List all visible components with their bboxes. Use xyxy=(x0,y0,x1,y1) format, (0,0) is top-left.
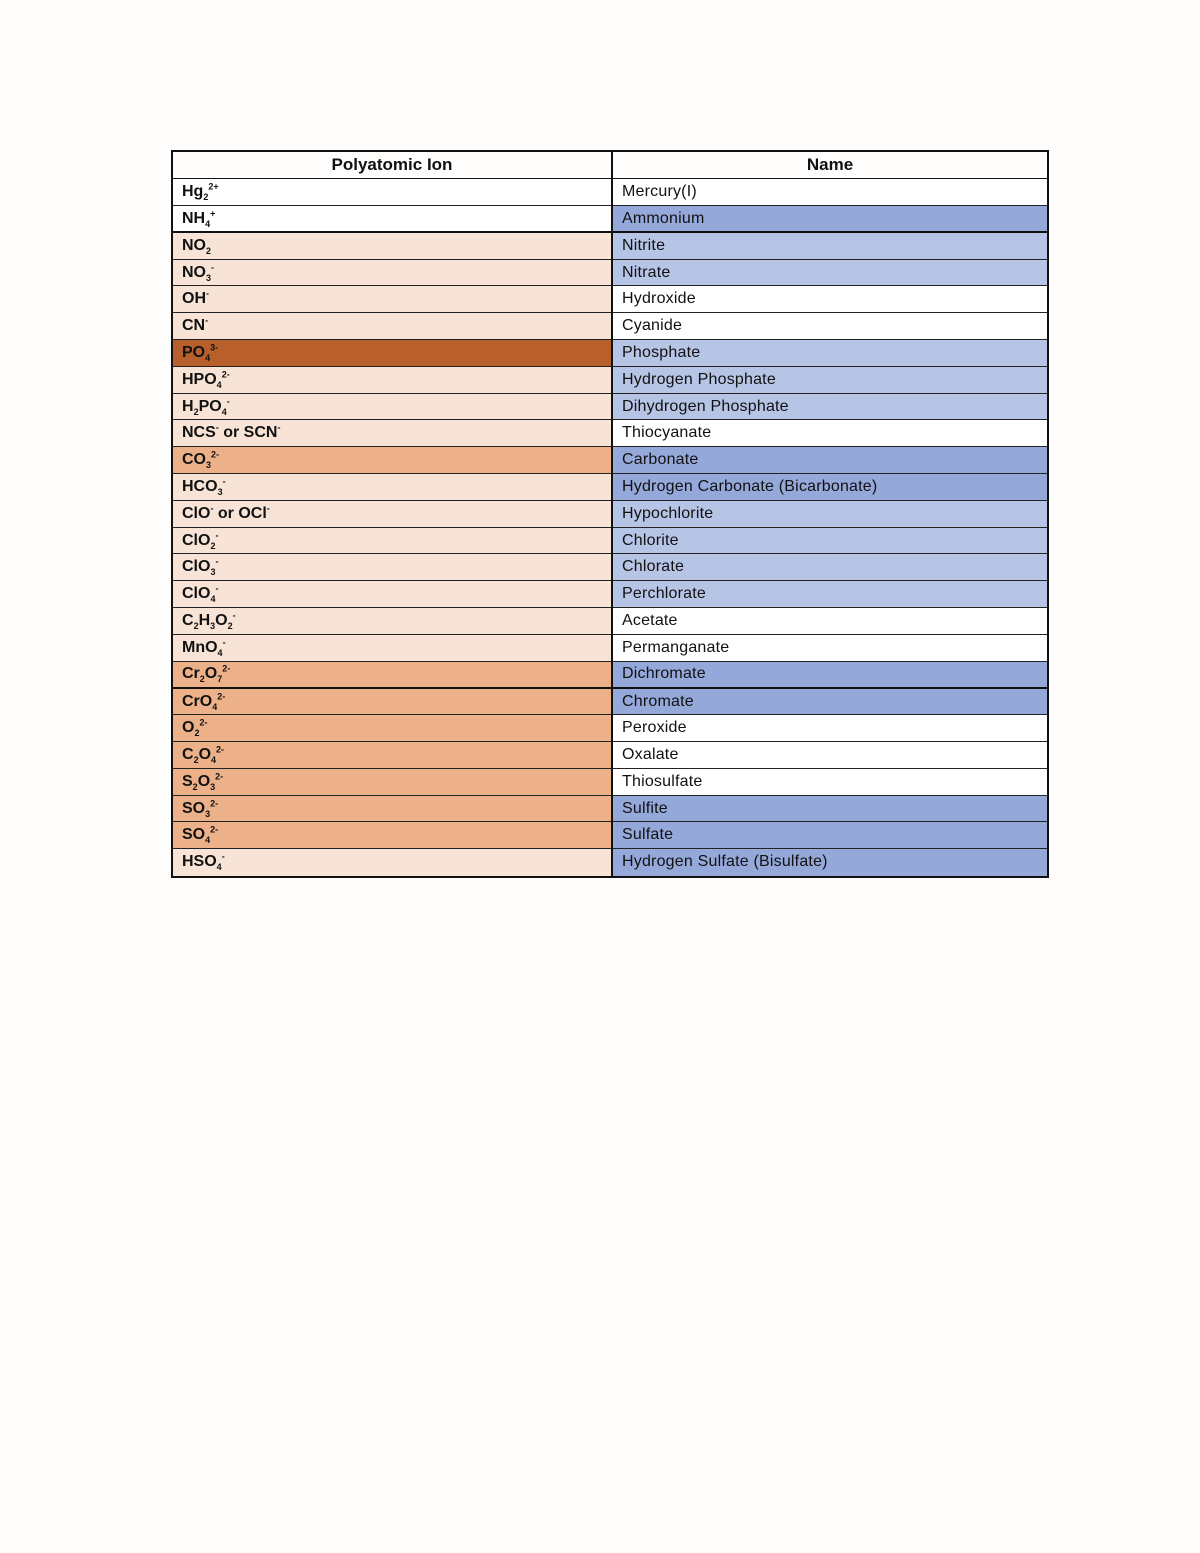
ion-formula-cell xyxy=(173,527,612,554)
ion-name-cell: Acetate xyxy=(612,608,1047,635)
ion-formula-cell xyxy=(173,849,612,876)
header-polyatomic-ion: Polyatomic Ion xyxy=(173,152,612,179)
formula-text: or SCN xyxy=(218,424,278,442)
table-row xyxy=(173,688,1047,715)
ion-name-cell: Perchlorate xyxy=(612,581,1047,608)
formula-charge: - xyxy=(222,637,226,648)
formula-charge: 2- xyxy=(211,449,220,460)
formula-text: ClO xyxy=(182,558,211,576)
formula-subscript: 2 xyxy=(193,755,199,766)
formula-subscript: 7 xyxy=(217,674,223,685)
formula-subscript: 3 xyxy=(210,621,216,632)
ion-name-cell: Thiosulfate xyxy=(612,768,1047,795)
formula-text: Cr xyxy=(182,665,200,683)
table-row xyxy=(173,420,1047,447)
formula-subscript: 2 xyxy=(199,674,205,685)
formula-text: O xyxy=(182,719,195,737)
formula-text: O xyxy=(197,772,211,790)
formula-charge: 2- xyxy=(222,663,231,674)
table-row xyxy=(173,581,1047,608)
formula-text: ClO xyxy=(182,585,211,603)
ion-name-cell: Sulfate xyxy=(612,822,1047,849)
formula-subscript: 3 xyxy=(210,567,216,578)
ion-formula-cell xyxy=(173,742,612,769)
formula-charge: - xyxy=(215,423,219,434)
ion-formula-cell xyxy=(173,795,612,822)
ion-formula-cell xyxy=(173,447,612,474)
formula-subscript: 2 xyxy=(193,406,199,417)
ion-name-cell: Peroxide xyxy=(612,715,1047,742)
table-row xyxy=(173,206,1047,233)
ion-formula-cell xyxy=(173,286,612,313)
formula-text: ClO xyxy=(182,504,211,522)
formula-charge: - xyxy=(211,262,215,273)
table-row xyxy=(173,474,1047,501)
formula-text: SO xyxy=(182,799,206,817)
ion-formula-cell xyxy=(173,554,612,581)
formula-subscript: 3 xyxy=(205,808,211,819)
table-row xyxy=(173,634,1047,661)
table-row xyxy=(173,822,1047,849)
table-row xyxy=(173,500,1047,527)
ion-formula-cell xyxy=(173,688,612,715)
formula-subscript: 2 xyxy=(210,540,216,551)
formula-text: S xyxy=(182,772,193,790)
table-row xyxy=(173,527,1047,554)
formula-charge: - xyxy=(232,610,236,621)
formula-subscript: 2 xyxy=(192,781,198,792)
ion-formula-cell xyxy=(173,206,612,233)
formula-text: PO xyxy=(198,397,222,415)
formula-text: HSO xyxy=(182,853,217,871)
formula-charge: - xyxy=(215,583,219,594)
formula-text: Hg xyxy=(182,183,204,201)
ion-name-cell: Mercury(I) xyxy=(612,179,1047,206)
formula-charge: - xyxy=(215,557,219,568)
formula-charge: - xyxy=(226,396,230,407)
table-row xyxy=(173,340,1047,367)
formula-charge: 2- xyxy=(199,717,208,728)
formula-text: ClO xyxy=(182,531,211,549)
formula-text: C xyxy=(182,745,194,763)
ion-formula-cell xyxy=(173,768,612,795)
table-row xyxy=(173,393,1047,420)
ion-name-cell: Chromate xyxy=(612,688,1047,715)
formula-charge: 2- xyxy=(221,369,230,380)
formula-subscript: 2 xyxy=(227,621,233,632)
formula-subscript: 4 xyxy=(216,862,222,873)
ion-name-cell: Chlorate xyxy=(612,554,1047,581)
ion-formula-cell xyxy=(173,500,612,527)
formula-charge: 2- xyxy=(210,824,219,835)
table-row xyxy=(173,286,1047,313)
table-row xyxy=(173,313,1047,340)
formula-text: CO xyxy=(182,451,206,469)
formula-subscript: 3 xyxy=(210,781,216,792)
ion-formula-cell xyxy=(173,581,612,608)
formula-subscript: 3 xyxy=(206,460,212,471)
ion-formula-cell xyxy=(173,366,612,393)
table-row xyxy=(173,849,1047,876)
table-row xyxy=(173,768,1047,795)
ion-name-cell: Permanganate xyxy=(612,634,1047,661)
ion-name-cell: Oxalate xyxy=(612,742,1047,769)
ion-formula-cell xyxy=(173,393,612,420)
ion-name-cell: Phosphate xyxy=(612,340,1047,367)
table-row xyxy=(173,259,1047,286)
ion-formula-cell xyxy=(173,259,612,286)
formula-text: PO xyxy=(182,343,206,361)
polyatomic-ion-table xyxy=(173,152,1047,876)
ion-name-cell: Hydrogen Sulfate (Bisulfate) xyxy=(612,849,1047,876)
table-row xyxy=(173,795,1047,822)
formula-subscript: 4 xyxy=(221,406,227,417)
formula-charge: 2- xyxy=(215,771,224,782)
formula-charge: - xyxy=(221,852,225,863)
ion-name-cell: Thiocyanate xyxy=(612,420,1047,447)
formula-subscript: 2 xyxy=(203,192,209,203)
ion-name-cell: Hypochlorite xyxy=(612,500,1047,527)
formula-charge: - xyxy=(266,503,270,514)
ion-name-cell: Dihydrogen Phosphate xyxy=(612,393,1047,420)
formula-text: O xyxy=(198,745,212,763)
ion-table-sheet xyxy=(171,150,1049,878)
ion-formula-cell xyxy=(173,608,612,635)
table-row xyxy=(173,447,1047,474)
ion-formula-cell xyxy=(173,661,612,688)
table-body xyxy=(173,179,1047,876)
formula-text: CrO xyxy=(182,692,213,710)
table-row xyxy=(173,661,1047,688)
formula-subscript: 4 xyxy=(211,755,217,766)
formula-charge: 2- xyxy=(217,691,226,702)
formula-charge: 2+ xyxy=(208,181,219,192)
ion-formula-cell xyxy=(173,822,612,849)
formula-subscript: 4 xyxy=(217,647,223,658)
formula-subscript: 2 xyxy=(193,621,199,632)
ion-name-cell: Cyanide xyxy=(612,313,1047,340)
formula-subscript: 4 xyxy=(205,218,211,229)
formula-charge: 3- xyxy=(210,342,219,353)
ion-formula-cell xyxy=(173,179,612,206)
ion-name-cell: Dichromate xyxy=(612,661,1047,688)
formula-subscript: 2 xyxy=(206,246,212,257)
table-row xyxy=(173,608,1047,635)
formula-subscript: 3 xyxy=(217,487,223,498)
formula-subscript: 4 xyxy=(216,379,222,390)
formula-text: or OCl xyxy=(213,504,267,522)
formula-charge: - xyxy=(206,289,209,300)
formula-charge: - xyxy=(222,476,226,487)
formula-charge: - xyxy=(277,423,281,434)
formula-text: H xyxy=(182,397,194,415)
formula-text: SO xyxy=(182,826,206,844)
ion-name-cell: Hydrogen Carbonate (Bicarbonate) xyxy=(612,474,1047,501)
formula-text: NO xyxy=(182,263,206,281)
ion-name-cell: Chlorite xyxy=(612,527,1047,554)
ion-formula-cell xyxy=(173,474,612,501)
formula-text: CN xyxy=(182,317,206,335)
table-row xyxy=(173,366,1047,393)
ion-name-cell: Hydroxide xyxy=(612,286,1047,313)
formula-text: HPO xyxy=(182,370,217,388)
formula-charge: - xyxy=(205,315,209,326)
formula-text: MnO xyxy=(182,638,218,656)
ion-formula-cell xyxy=(173,232,612,259)
formula-text: NCS xyxy=(182,424,216,442)
table-row xyxy=(173,554,1047,581)
ion-formula-cell xyxy=(173,634,612,661)
formula-charge: 2- xyxy=(216,744,225,755)
table-header-row xyxy=(173,152,1047,179)
formula-text: O xyxy=(204,665,218,683)
ion-name-cell: Hydrogen Phosphate xyxy=(612,366,1047,393)
ion-name-cell: Sulfite xyxy=(612,795,1047,822)
formula-text: HCO xyxy=(182,477,218,495)
ion-name-cell: Ammonium xyxy=(612,206,1047,233)
table-row xyxy=(173,232,1047,259)
ion-name-cell: Nitrate xyxy=(612,259,1047,286)
formula-charge: - xyxy=(215,530,219,541)
formula-text: NH xyxy=(182,209,206,227)
formula-subscript: 3 xyxy=(206,272,212,283)
ion-formula-cell xyxy=(173,420,612,447)
table-row xyxy=(173,715,1047,742)
ion-name-cell: Nitrite xyxy=(612,232,1047,259)
ion-name-cell: Carbonate xyxy=(612,447,1047,474)
ion-formula-cell xyxy=(173,715,612,742)
formula-subscript: 4 xyxy=(205,353,211,364)
table-row xyxy=(173,179,1047,206)
ion-formula-cell xyxy=(173,313,612,340)
formula-text: C xyxy=(182,611,194,629)
formula-subscript: 4 xyxy=(210,594,216,605)
formula-text: H xyxy=(198,611,211,629)
formula-subscript: 4 xyxy=(212,701,218,712)
formula-charge: + xyxy=(210,208,216,219)
formula-text: OH xyxy=(182,290,206,308)
formula-subscript: 4 xyxy=(205,835,211,846)
formula-charge: - xyxy=(210,503,214,514)
formula-subscript: 2 xyxy=(194,728,200,739)
formula-charge: 2- xyxy=(210,798,219,809)
table-row xyxy=(173,742,1047,769)
ion-formula-cell xyxy=(173,340,612,367)
formula-text: NO xyxy=(182,237,206,255)
header-name: Name xyxy=(612,152,1047,179)
formula-text: O xyxy=(215,611,228,629)
